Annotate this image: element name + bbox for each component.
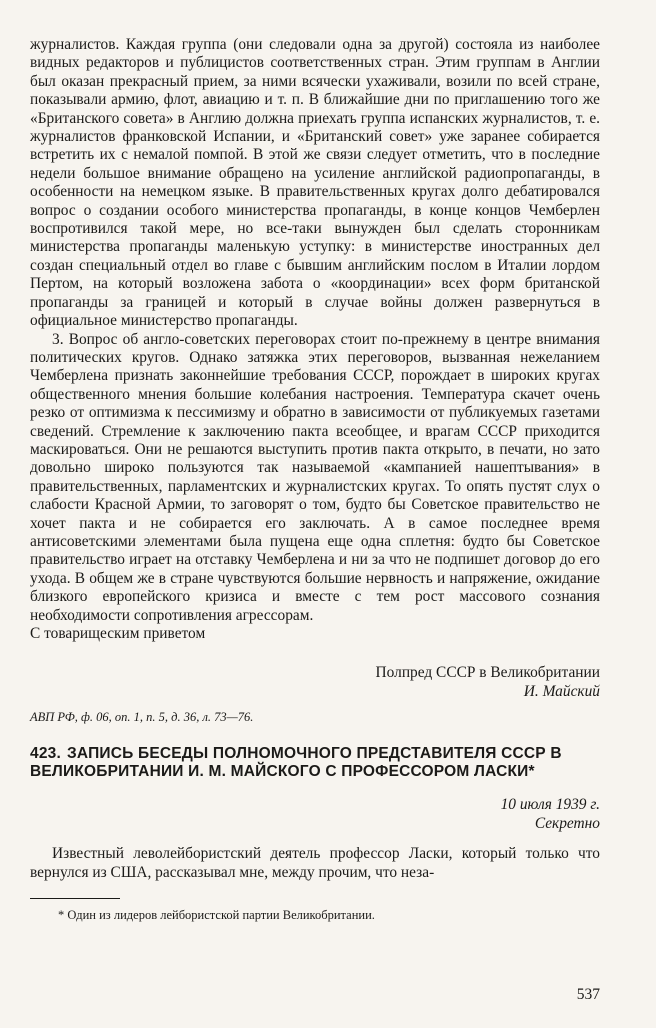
signature-block [30, 663, 600, 701]
closing-greeting: С товарищеским приветом [30, 625, 206, 642]
document-title: ЗАПИСЬ БЕСЕДЫ ПОЛНОМОЧНОГО ПРЕДСТАВИТЕЛЯ СССР В ВЕЛИКОБРИТАНИИ И. М. МАЙСКОГО С ПРОФЕССОРОМ ЛАСКИ* [30, 745, 562, 781]
classification-mark: Секретно [534, 815, 600, 833]
archive-reference: АВП РФ, ф. 06, оп. 1, п. 5, д. 36, л. 73—76. [30, 710, 254, 725]
signature-position: Полпред СССР в Великобритании [375, 664, 600, 682]
footnote: * Один из лидеров лейбористской партии Великобритании. [58, 907, 375, 922]
page-number: 537 [576, 986, 600, 1003]
paragraph-point-3: 3. Вопрос об англо-советских переговорах стоит по-прежнему в центре внимания политических кругов. Однако затяжка этих переговоров, вызванная нежеланием Чемберлена признать законнейшие требования СССР, порождает в широких кругах общественного мнения большие колебания настроения. Температура скачет очень резко от оптимизма к пессимизму и обратно в зависимости от публикуемых газетами сведений. Стремление к заключению пакта всеобщее, и врагам СССР приходится маскироваться. Они не решаются выступить против пакта открыто, в печати, но зато довольно широко пользуются так называемой «кампанией нашептывания» в правительственных, парламентских и журналистских кругах. То опять пустят слух о слабости Красной Армии, то заговорят о том, будто бы Советское правительство не хочет пакта и не собирается его заключать. А в самое последнее время антисоветскими элементами была пущена еще одна сплетня: будто бы Советское правительство играет на отставку Чемберлена и ни за что не подпишет договор до его ухода. В общем же в стране чувствуются большие нервность и напряжение, ожидание близкого европейского кризиса и вместе с тем рост массового сознания необходимости сопротивления агрессорам. [30, 330, 600, 624]
letter-body [30, 36, 600, 643]
signature-name: И. Майский [523, 683, 600, 701]
footnote-divider [30, 898, 120, 899]
document-number: 423. [30, 745, 61, 763]
document-page [30, 36, 600, 923]
intro-paragraph: Известный леволейбористский деятель профессор Ласки, который только что вернулся из США, рассказывал мне, между прочим, что неза- [30, 845, 600, 881]
paragraph-continuation: журналистов. Каждая группа (они следовали одна за другой) состояла из наиболее видных редакторов и публицистов соответственных стран. Этим группам в Англии был оказан прекрасный прием, за ними всячески ухаживали, возили по всей стране, показывали армию, флот, авиацию и т. п. В ближайшие дни по приглашению того же «Британского совета» в Англию должна приехать группа испанских журналистов, т. е. журналистов франковской Испании, и «Британский совет» уже заранее собирается встретить их с немалой помпой. В этой же связи следует отметить, что в последние недели большое внимание обращено на усиление английской радиопропаганды, в особенности на немецком языке. В правительственных кругах долго дебатировался вопрос о создании особого министерства пропаганды, в конце концов Чемберлен воспротивился такой мере, но все-таки вынужден был сделать сторонникам министерства пропаганды маленькую уступку: в министерстве иностранных дел создан специальный отдел во главе с бывшим английским послом в Италии лордом Пертом, на который возложена забота о «координации» всех форм британской пропаганды за границей и который в случае войны должен развернуться в официальное министерство пропаганды. [30, 36, 600, 330]
document-heading [30, 745, 600, 781]
date-block [30, 795, 600, 833]
document-date: 10 июля 1939 г. [500, 796, 600, 814]
